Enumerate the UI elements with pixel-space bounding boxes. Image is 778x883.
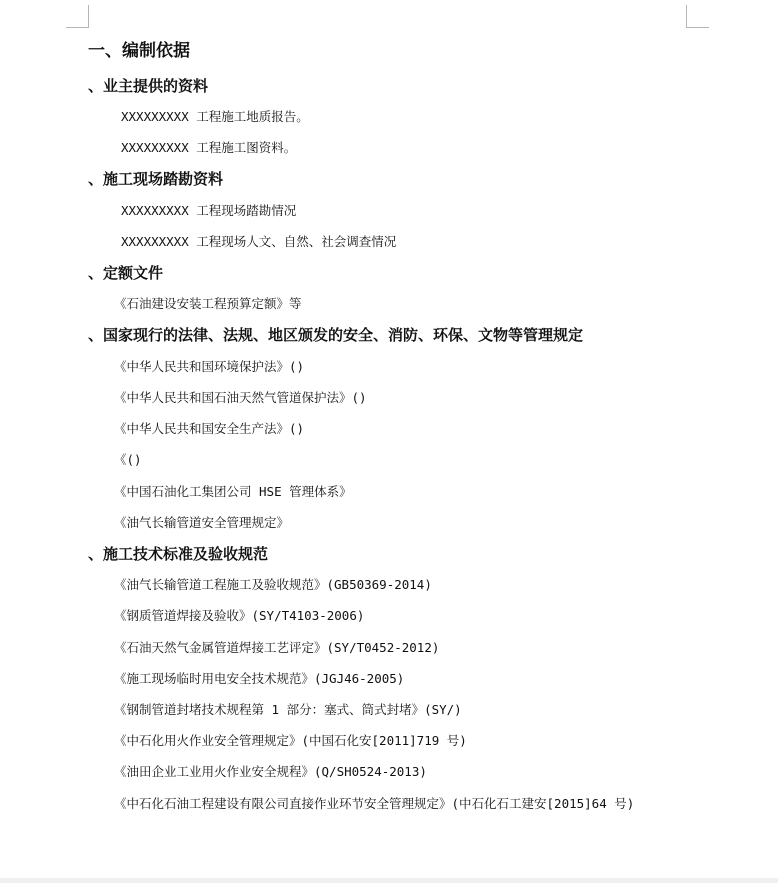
section-heading-site-survey: 、施工现场踏勘资料 [88, 170, 224, 188]
list-item: XXXXXXXXX 工程施工地质报告。 [121, 109, 309, 124]
section-heading-laws-regulations: 、国家现行的法律、法规、地区颁发的安全、消防、环保、文物等管理规定 [88, 326, 584, 344]
list-item: XXXXXXXXX 工程现场踏勘情况 [121, 203, 297, 218]
list-item: 《中石化用火作业安全管理规定》(中国石化安[2011]719 号) [114, 733, 467, 748]
list-item: XXXXXXXXX 工程现场人文、自然、社会调查情况 [121, 234, 397, 249]
list-item: 《钢质管道焊接及验收》(SY/T4103-2006) [114, 608, 365, 623]
section-heading-quota-files: 、定额文件 [88, 264, 164, 282]
section-heading-technical-standards: 、施工技术标准及验收规范 [88, 545, 269, 563]
margin-corner-top-right [686, 5, 709, 28]
list-item: 《石油建设安装工程预算定额》等 [114, 296, 302, 311]
list-item: 《油田企业工业用火作业安全规程》(Q/SH0524-2013) [114, 764, 427, 779]
list-item: 《中华人民共和国安全生产法》() [114, 421, 305, 436]
list-item: 《中华人民共和国环境保护法》() [114, 359, 305, 374]
list-item: 《中石化石油工程建设有限公司直接作业环节安全管理规定》(中石化石工建安[2015]64 号) [114, 796, 635, 811]
list-item: 《油气长输管道工程施工及验收规范》(GB50369-2014) [114, 577, 432, 592]
margin-corner-top-left [66, 5, 89, 28]
list-item: XXXXXXXXX 工程施工图资料。 [121, 140, 297, 155]
list-item: 《施工现场临时用电安全技术规范》(JGJ46-2005) [114, 671, 405, 686]
list-item: 《油气长输管道安全管理规定》 [114, 515, 290, 530]
list-item: 《中国石油化工集团公司 HSE 管理体系》 [114, 484, 352, 499]
list-item: 《钢制管道封堵技术规程第 1 部分：塞式、筒式封堵》(SY/) [114, 702, 462, 717]
list-item: 《中华人民共和国石油天然气管道保护法》() [114, 390, 367, 405]
list-item: 《() [114, 452, 142, 467]
page-gap [0, 878, 778, 883]
section-heading-owner-data: 、业主提供的资料 [88, 77, 209, 95]
list-item: 《石油天然气金属管道焊接工艺评定》(SY/T0452-2012) [114, 640, 440, 655]
chapter-title: 一、编制依据 [88, 41, 190, 61]
